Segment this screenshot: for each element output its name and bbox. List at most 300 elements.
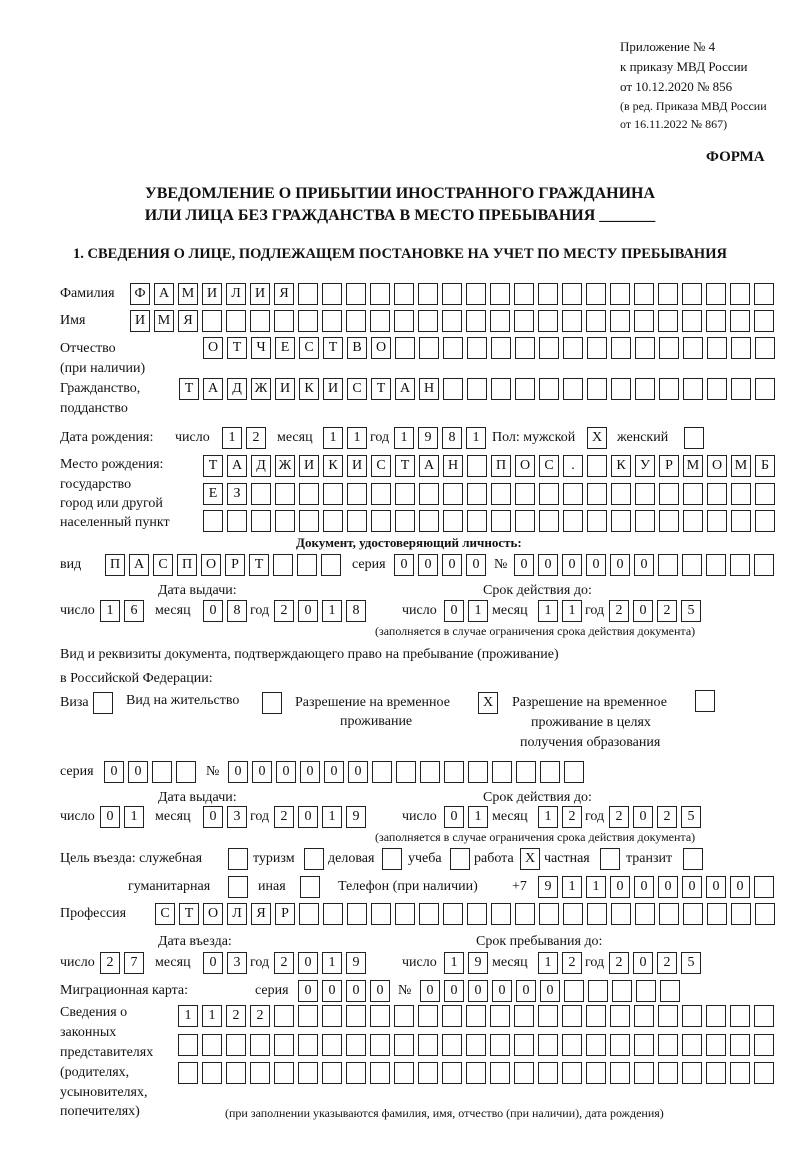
- char-box[interactable]: С: [539, 455, 559, 477]
- char-box[interactable]: 2: [562, 952, 582, 974]
- char-box[interactable]: И: [130, 310, 150, 332]
- char-box[interactable]: 0: [540, 980, 560, 1002]
- char-box[interactable]: [683, 848, 703, 870]
- char-box[interactable]: [586, 283, 606, 305]
- char-box[interactable]: 0: [420, 980, 440, 1002]
- char-box[interactable]: [467, 378, 487, 400]
- char-box[interactable]: 0: [633, 952, 653, 974]
- char-box[interactable]: О: [203, 337, 223, 359]
- char-box[interactable]: 2: [274, 952, 294, 974]
- char-box[interactable]: [682, 283, 702, 305]
- char-box[interactable]: [516, 761, 536, 783]
- char-box[interactable]: [684, 427, 704, 449]
- char-box[interactable]: .: [563, 455, 583, 477]
- char-box[interactable]: 2: [246, 427, 266, 449]
- char-box[interactable]: [419, 483, 439, 505]
- char-box[interactable]: [683, 903, 703, 925]
- char-box[interactable]: [588, 980, 608, 1002]
- char-box[interactable]: 0: [706, 876, 726, 898]
- char-box[interactable]: [659, 510, 679, 532]
- char-box[interactable]: [730, 1005, 750, 1027]
- char-box[interactable]: [346, 1062, 366, 1084]
- char-box[interactable]: [586, 310, 606, 332]
- char-box[interactable]: И: [299, 455, 319, 477]
- char-box[interactable]: [634, 283, 654, 305]
- char-box[interactable]: [323, 510, 343, 532]
- char-box[interactable]: [562, 283, 582, 305]
- char-box[interactable]: [466, 283, 486, 305]
- char-box[interactable]: [300, 876, 320, 898]
- char-box[interactable]: [394, 1062, 414, 1084]
- char-box[interactable]: [586, 1005, 606, 1027]
- char-box[interactable]: [395, 337, 415, 359]
- char-box[interactable]: [562, 310, 582, 332]
- char-box[interactable]: [420, 761, 440, 783]
- char-box[interactable]: Б: [755, 455, 775, 477]
- char-box[interactable]: [346, 283, 366, 305]
- char-box[interactable]: Д: [227, 378, 247, 400]
- char-box[interactable]: Н: [419, 378, 439, 400]
- char-box[interactable]: [539, 903, 559, 925]
- char-box[interactable]: [682, 1062, 702, 1084]
- char-box[interactable]: [490, 1062, 510, 1084]
- char-box[interactable]: [707, 903, 727, 925]
- char-box[interactable]: И: [347, 455, 367, 477]
- char-box[interactable]: [635, 483, 655, 505]
- char-box[interactable]: 1: [466, 427, 486, 449]
- char-box[interactable]: [418, 310, 438, 332]
- char-box[interactable]: 2: [274, 806, 294, 828]
- char-box[interactable]: [658, 554, 678, 576]
- char-box[interactable]: [490, 310, 510, 332]
- char-box[interactable]: 0: [658, 876, 678, 898]
- char-box[interactable]: 0: [104, 761, 124, 783]
- char-box[interactable]: [731, 337, 751, 359]
- char-box[interactable]: 0: [298, 600, 318, 622]
- char-box[interactable]: [563, 510, 583, 532]
- char-box[interactable]: М: [683, 455, 703, 477]
- char-box[interactable]: З: [227, 483, 247, 505]
- char-box[interactable]: [370, 1005, 390, 1027]
- char-box[interactable]: 0: [228, 761, 248, 783]
- char-box[interactable]: 0: [492, 980, 512, 1002]
- char-box[interactable]: Т: [249, 554, 269, 576]
- char-box[interactable]: [587, 455, 607, 477]
- char-box[interactable]: [706, 1005, 726, 1027]
- char-box[interactable]: [514, 283, 534, 305]
- char-box[interactable]: [695, 690, 715, 712]
- char-box[interactable]: [635, 337, 655, 359]
- char-box[interactable]: Я: [274, 283, 294, 305]
- char-box[interactable]: [731, 903, 751, 925]
- char-box[interactable]: Е: [203, 483, 223, 505]
- char-box[interactable]: [706, 1062, 726, 1084]
- char-box[interactable]: 0: [610, 876, 630, 898]
- char-box[interactable]: 0: [298, 980, 318, 1002]
- char-box[interactable]: [754, 1062, 774, 1084]
- char-box[interactable]: Ж: [251, 378, 271, 400]
- char-box[interactable]: [755, 483, 775, 505]
- char-box[interactable]: [538, 1062, 558, 1084]
- char-box[interactable]: Т: [371, 378, 391, 400]
- char-box[interactable]: [730, 283, 750, 305]
- char-box[interactable]: [563, 378, 583, 400]
- char-box[interactable]: 0: [203, 952, 223, 974]
- char-box[interactable]: [490, 283, 510, 305]
- char-box[interactable]: И: [275, 378, 295, 400]
- char-box[interactable]: [610, 1062, 630, 1084]
- char-box[interactable]: 0: [346, 980, 366, 1002]
- char-box[interactable]: О: [203, 903, 223, 925]
- char-box[interactable]: П: [105, 554, 125, 576]
- char-box[interactable]: М: [178, 283, 198, 305]
- char-box[interactable]: Л: [226, 283, 246, 305]
- char-box[interactable]: [176, 761, 196, 783]
- char-box[interactable]: [346, 310, 366, 332]
- char-box[interactable]: Т: [395, 455, 415, 477]
- char-box[interactable]: 0: [633, 600, 653, 622]
- char-box[interactable]: [706, 554, 726, 576]
- char-box[interactable]: [370, 283, 390, 305]
- char-box[interactable]: [396, 761, 416, 783]
- char-box[interactable]: И: [323, 378, 343, 400]
- char-box[interactable]: [443, 510, 463, 532]
- char-box[interactable]: [297, 554, 317, 576]
- char-box[interactable]: [586, 1034, 606, 1056]
- char-box[interactable]: [322, 1005, 342, 1027]
- char-box[interactable]: [442, 1062, 462, 1084]
- char-box[interactable]: Я: [178, 310, 198, 332]
- char-box[interactable]: 0: [100, 806, 120, 828]
- char-box[interactable]: [538, 283, 558, 305]
- char-box[interactable]: [443, 483, 463, 505]
- char-box[interactable]: Д: [251, 455, 271, 477]
- char-box[interactable]: 0: [203, 806, 223, 828]
- char-box[interactable]: [275, 510, 295, 532]
- char-box[interactable]: 1: [468, 806, 488, 828]
- char-box[interactable]: С: [371, 455, 391, 477]
- char-box[interactable]: 0: [466, 554, 486, 576]
- char-box[interactable]: [755, 378, 775, 400]
- char-box[interactable]: О: [201, 554, 221, 576]
- char-box[interactable]: [491, 903, 511, 925]
- char-box[interactable]: [658, 283, 678, 305]
- char-box[interactable]: [346, 1034, 366, 1056]
- char-box[interactable]: 0: [370, 980, 390, 1002]
- char-box[interactable]: [93, 692, 113, 714]
- char-box[interactable]: [634, 310, 654, 332]
- char-box[interactable]: [683, 510, 703, 532]
- char-box[interactable]: [419, 903, 439, 925]
- char-box[interactable]: У: [635, 455, 655, 477]
- char-box[interactable]: К: [299, 378, 319, 400]
- char-box[interactable]: [490, 1034, 510, 1056]
- char-box[interactable]: [370, 310, 390, 332]
- char-box[interactable]: 0: [300, 761, 320, 783]
- char-box[interactable]: 0: [442, 554, 462, 576]
- char-box[interactable]: 7: [124, 952, 144, 974]
- char-box[interactable]: 6: [124, 600, 144, 622]
- char-box[interactable]: 0: [203, 600, 223, 622]
- char-box[interactable]: [707, 378, 727, 400]
- char-box[interactable]: [394, 283, 414, 305]
- char-box[interactable]: А: [154, 283, 174, 305]
- char-box[interactable]: [321, 554, 341, 576]
- char-box[interactable]: [538, 1005, 558, 1027]
- char-box[interactable]: [490, 1005, 510, 1027]
- char-box[interactable]: 2: [226, 1005, 246, 1027]
- char-box[interactable]: [371, 903, 391, 925]
- char-box[interactable]: 1: [586, 876, 606, 898]
- char-box[interactable]: 0: [324, 761, 344, 783]
- char-box[interactable]: О: [515, 455, 535, 477]
- char-box[interactable]: [562, 1062, 582, 1084]
- char-box[interactable]: [298, 1034, 318, 1056]
- char-box[interactable]: [226, 1062, 246, 1084]
- char-box[interactable]: [611, 510, 631, 532]
- char-box[interactable]: 8: [227, 600, 247, 622]
- char-box[interactable]: [754, 1034, 774, 1056]
- char-box[interactable]: М: [154, 310, 174, 332]
- char-box[interactable]: [347, 483, 367, 505]
- char-box[interactable]: [443, 378, 463, 400]
- char-box[interactable]: [610, 310, 630, 332]
- char-box[interactable]: 8: [346, 600, 366, 622]
- char-box[interactable]: 0: [418, 554, 438, 576]
- char-box[interactable]: 1: [322, 600, 342, 622]
- char-box[interactable]: [491, 378, 511, 400]
- char-box[interactable]: [347, 510, 367, 532]
- char-box[interactable]: [636, 980, 656, 1002]
- char-box[interactable]: [274, 1005, 294, 1027]
- char-box[interactable]: [539, 337, 559, 359]
- char-box[interactable]: [564, 761, 584, 783]
- char-box[interactable]: 0: [610, 554, 630, 576]
- char-box[interactable]: [731, 510, 751, 532]
- char-box[interactable]: [706, 283, 726, 305]
- char-box[interactable]: [600, 848, 620, 870]
- char-box[interactable]: [394, 310, 414, 332]
- char-box[interactable]: [202, 310, 222, 332]
- char-box[interactable]: С: [299, 337, 319, 359]
- char-box[interactable]: [658, 1062, 678, 1084]
- char-box[interactable]: К: [323, 455, 343, 477]
- char-box[interactable]: [540, 761, 560, 783]
- char-box[interactable]: [371, 510, 391, 532]
- char-box[interactable]: [467, 455, 487, 477]
- char-box[interactable]: 9: [538, 876, 558, 898]
- char-box[interactable]: [730, 1034, 750, 1056]
- char-box[interactable]: [250, 310, 270, 332]
- char-box[interactable]: 1: [394, 427, 414, 449]
- char-box[interactable]: [610, 1034, 630, 1056]
- char-box[interactable]: Л: [227, 903, 247, 925]
- char-box[interactable]: [610, 283, 630, 305]
- char-box[interactable]: Т: [323, 337, 343, 359]
- char-box[interactable]: [443, 903, 463, 925]
- char-box[interactable]: [683, 483, 703, 505]
- char-box[interactable]: [658, 310, 678, 332]
- char-box[interactable]: [491, 510, 511, 532]
- char-box[interactable]: 0: [634, 554, 654, 576]
- char-box[interactable]: [658, 1034, 678, 1056]
- char-box[interactable]: [706, 1034, 726, 1056]
- char-box[interactable]: [202, 1062, 222, 1084]
- char-box[interactable]: [443, 337, 463, 359]
- char-box[interactable]: Я: [251, 903, 271, 925]
- char-box[interactable]: 0: [538, 554, 558, 576]
- char-box[interactable]: Т: [179, 378, 199, 400]
- char-box[interactable]: [202, 1034, 222, 1056]
- char-box[interactable]: [227, 510, 247, 532]
- char-box[interactable]: А: [203, 378, 223, 400]
- char-box[interactable]: [370, 1062, 390, 1084]
- char-box[interactable]: [444, 761, 464, 783]
- char-box[interactable]: [660, 980, 680, 1002]
- char-box[interactable]: [707, 510, 727, 532]
- char-box[interactable]: [203, 510, 223, 532]
- char-box[interactable]: [659, 483, 679, 505]
- char-box[interactable]: [226, 310, 246, 332]
- char-box[interactable]: [442, 283, 462, 305]
- char-box[interactable]: 0: [444, 980, 464, 1002]
- char-box[interactable]: [587, 903, 607, 925]
- char-box[interactable]: [634, 1034, 654, 1056]
- char-box[interactable]: [539, 510, 559, 532]
- char-box[interactable]: [564, 980, 584, 1002]
- char-box[interactable]: 0: [730, 876, 750, 898]
- char-box[interactable]: [274, 310, 294, 332]
- char-box[interactable]: [322, 1034, 342, 1056]
- char-box[interactable]: М: [731, 455, 751, 477]
- char-box[interactable]: 9: [468, 952, 488, 974]
- char-box[interactable]: [274, 1034, 294, 1056]
- char-box[interactable]: Ч: [251, 337, 271, 359]
- char-box[interactable]: X: [478, 692, 498, 714]
- char-box[interactable]: [492, 761, 512, 783]
- char-box[interactable]: 1: [322, 806, 342, 828]
- char-box[interactable]: И: [250, 283, 270, 305]
- char-box[interactable]: 0: [298, 806, 318, 828]
- char-box[interactable]: П: [491, 455, 511, 477]
- char-box[interactable]: 1: [444, 952, 464, 974]
- char-box[interactable]: [682, 554, 702, 576]
- char-box[interactable]: [682, 1005, 702, 1027]
- char-box[interactable]: С: [155, 903, 175, 925]
- char-box[interactable]: [395, 483, 415, 505]
- char-box[interactable]: 0: [468, 980, 488, 1002]
- char-box[interactable]: [514, 1062, 534, 1084]
- char-box[interactable]: [382, 848, 402, 870]
- char-box[interactable]: [659, 337, 679, 359]
- char-box[interactable]: 5: [681, 952, 701, 974]
- char-box[interactable]: [730, 554, 750, 576]
- char-box[interactable]: 1: [562, 876, 582, 898]
- char-box[interactable]: [467, 483, 487, 505]
- char-box[interactable]: [418, 1034, 438, 1056]
- char-box[interactable]: [755, 337, 775, 359]
- char-box[interactable]: [634, 1062, 654, 1084]
- char-box[interactable]: Р: [225, 554, 245, 576]
- char-box[interactable]: [755, 903, 775, 925]
- char-box[interactable]: [299, 903, 319, 925]
- char-box[interactable]: [323, 483, 343, 505]
- char-box[interactable]: 2: [609, 600, 629, 622]
- char-box[interactable]: [442, 1005, 462, 1027]
- char-box[interactable]: [634, 1005, 654, 1027]
- char-box[interactable]: [275, 483, 295, 505]
- char-box[interactable]: [659, 378, 679, 400]
- char-box[interactable]: С: [347, 378, 367, 400]
- char-box[interactable]: [467, 337, 487, 359]
- char-box[interactable]: [514, 1034, 534, 1056]
- char-box[interactable]: [250, 1034, 270, 1056]
- char-box[interactable]: [299, 483, 319, 505]
- char-box[interactable]: [419, 510, 439, 532]
- char-box[interactable]: [251, 483, 271, 505]
- char-box[interactable]: 1: [100, 600, 120, 622]
- char-box[interactable]: [273, 554, 293, 576]
- char-box[interactable]: В: [347, 337, 367, 359]
- char-box[interactable]: [418, 283, 438, 305]
- char-box[interactable]: [682, 310, 702, 332]
- char-box[interactable]: 0: [322, 980, 342, 1002]
- char-box[interactable]: [562, 1005, 582, 1027]
- char-box[interactable]: [754, 554, 774, 576]
- char-box[interactable]: 1: [347, 427, 367, 449]
- char-box[interactable]: 8: [442, 427, 462, 449]
- char-box[interactable]: [152, 761, 172, 783]
- char-box[interactable]: 2: [609, 806, 629, 828]
- char-box[interactable]: [419, 337, 439, 359]
- char-box[interactable]: [754, 876, 774, 898]
- char-box[interactable]: [538, 310, 558, 332]
- char-box[interactable]: [586, 1062, 606, 1084]
- char-box[interactable]: 0: [514, 554, 534, 576]
- char-box[interactable]: К: [611, 455, 631, 477]
- char-box[interactable]: 0: [298, 952, 318, 974]
- char-box[interactable]: [755, 510, 775, 532]
- char-box[interactable]: [299, 510, 319, 532]
- char-box[interactable]: [754, 283, 774, 305]
- char-box[interactable]: X: [520, 848, 540, 870]
- char-box[interactable]: 2: [100, 952, 120, 974]
- char-box[interactable]: [251, 510, 271, 532]
- char-box[interactable]: [322, 1062, 342, 1084]
- char-box[interactable]: 5: [681, 600, 701, 622]
- char-box[interactable]: [611, 483, 631, 505]
- char-box[interactable]: 2: [274, 600, 294, 622]
- char-box[interactable]: [635, 510, 655, 532]
- char-box[interactable]: 2: [609, 952, 629, 974]
- char-box[interactable]: Е: [275, 337, 295, 359]
- char-box[interactable]: И: [202, 283, 222, 305]
- char-box[interactable]: Р: [275, 903, 295, 925]
- char-box[interactable]: 0: [516, 980, 536, 1002]
- char-box[interactable]: 1: [124, 806, 144, 828]
- char-box[interactable]: [372, 761, 392, 783]
- char-box[interactable]: [466, 310, 486, 332]
- char-box[interactable]: [347, 903, 367, 925]
- char-box[interactable]: [466, 1005, 486, 1027]
- char-box[interactable]: 1: [178, 1005, 198, 1027]
- char-box[interactable]: 1: [322, 952, 342, 974]
- char-box[interactable]: X: [587, 427, 607, 449]
- char-box[interactable]: [539, 378, 559, 400]
- char-box[interactable]: 3: [227, 806, 247, 828]
- char-box[interactable]: [611, 378, 631, 400]
- char-box[interactable]: [515, 510, 535, 532]
